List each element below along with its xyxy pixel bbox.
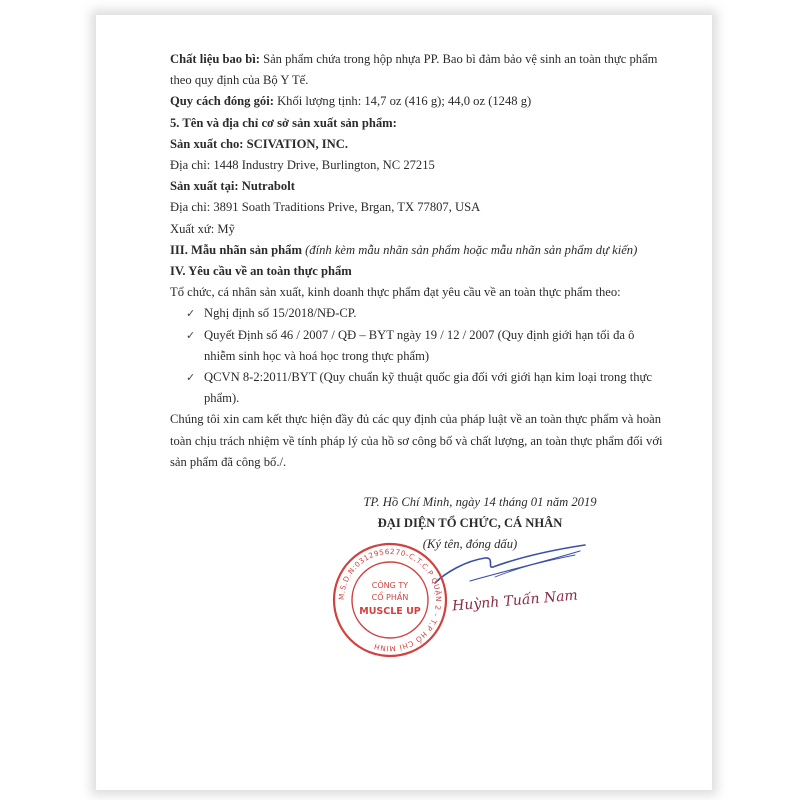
section-3-title: III. Mẫu nhãn sản phẩm [170, 242, 302, 257]
commitment-paragraph [170, 409, 670, 473]
req-3-line-1: QCVN 8-2:2011/BYT (Quy chuẩn kỹ thuật quốc gia đối với giới hạn kim loại trong thực [204, 370, 652, 385]
address-1-value: 1448 Industry Drive, Burlington, NC 27215 [213, 158, 435, 173]
section-5-title-text: 5. Tên và địa chỉ cơ sở sản xuất sản phẩm: [170, 115, 397, 130]
list-item [170, 367, 670, 409]
svg-text:CỔ PHẦN: CỔ PHẦN [371, 593, 409, 602]
commit-line-2: toàn chịu trách nhiệm về tính pháp lý của hồ sơ công bố và chất lượng, an toàn thực phẩm đối với [170, 433, 663, 448]
packaging-paragraph [170, 49, 670, 91]
section-4-title-text: IV. Yêu cầu về an toàn thực phẩm [170, 264, 352, 279]
checkmark-icon: ✓ [186, 371, 196, 385]
svg-text:M.S.D.N:0312956270-C.T.C.P QU: M.S.D.N:0312956270-C.T.C.P QUẬN 2 - T.P HỒ CHÍ MINH [336, 546, 444, 654]
req-1-text: Nghị định số 15/2018/NĐ-CP. [204, 306, 357, 321]
made-at-value: Nutrabolt [241, 179, 295, 194]
sign-note: (Ký tên, đóng dấu) [422, 537, 518, 551]
made-for-line [170, 134, 670, 155]
document-body [170, 49, 670, 473]
date-line: TP. Hồ Chí Minh, ngày 14 tháng 01 năm 2019 [363, 495, 597, 509]
req-2-line-2: nhiễm sinh học và hoá học trong thực phẩm) [204, 348, 430, 363]
address-2-label: Địa chỉ: [170, 200, 211, 215]
section-3-line [170, 240, 670, 261]
packaging-text-2: theo quy định của Bộ Y Tế. [170, 73, 309, 88]
representative-title: ĐẠI DIỆN TỔ CHỨC, CÁ NHÂN [377, 516, 563, 530]
signer-name: Huỳnh Tuấn Nam [451, 587, 579, 615]
commit-line-1: Chúng tôi xin cam kết thực hiện đầy đủ các quy định của pháp luật về an toàn thực phẩm và hoàn [170, 412, 662, 427]
spec-paragraph [170, 91, 670, 112]
made-at-line [170, 176, 670, 197]
spec-label: Quy cách đóng gói: [170, 94, 274, 109]
list-item [170, 325, 670, 367]
origin-line [170, 219, 670, 240]
section-4-intro: Tổ chức, cá nhân sản xuất, kinh doanh thực phẩm đạt yêu cầu về an toàn thực phẩm theo: [170, 285, 621, 300]
checkmark-icon: ✓ [186, 307, 196, 321]
section-5-title [170, 113, 670, 134]
origin-value: Mỹ [217, 221, 235, 236]
svg-text:CÔNG TY: CÔNG TY [371, 581, 409, 590]
made-at-label: Sản xuất tại: [170, 179, 239, 194]
list-item [170, 303, 670, 324]
made-for-value: SCIVATION, INC. [246, 136, 348, 151]
address-2-line [170, 197, 670, 218]
packaging-label: Chất liệu bao bì: [170, 52, 260, 66]
address-2-value: 3891 Soath Traditions Prive, Brgan, TX 77807, USA [213, 200, 481, 215]
req-3-line-2: phẩm). [204, 391, 240, 406]
checkmark-icon: ✓ [186, 328, 196, 342]
section-4-title [170, 261, 670, 282]
req-2-line-1: Quyết Định số 46 / 2007 / QĐ – BYT ngày 19 / 12 / 2007 (Quy định giới hạn tối đa ô [204, 327, 635, 342]
requirements-list [170, 303, 670, 409]
made-for-label: Sản xuất cho: [170, 136, 244, 151]
commit-line-3: sản phẩm đã công bố./. [170, 454, 287, 469]
company-seal [330, 540, 450, 660]
address-1-label: Địa chỉ: [170, 158, 211, 173]
spec-text: Khối lượng tịnh: 14,7 oz (416 g); 44,0 oz (1248 g) [277, 94, 532, 109]
section-3-note: (đính kèm mẫu nhãn sản phẩm hoặc mẫu nhãn sản phẩm dự kiến) [305, 242, 638, 257]
packaging-text-1: Sản phẩm chứa trong hộp nhựa PP. Bao bì đảm bảo vệ sinh an toàn thực phẩm [263, 52, 658, 66]
address-1-line [170, 155, 670, 176]
origin-label: Xuất xứ: [170, 221, 215, 236]
svg-text:MUSCLE UP: MUSCLE UP [359, 606, 421, 617]
